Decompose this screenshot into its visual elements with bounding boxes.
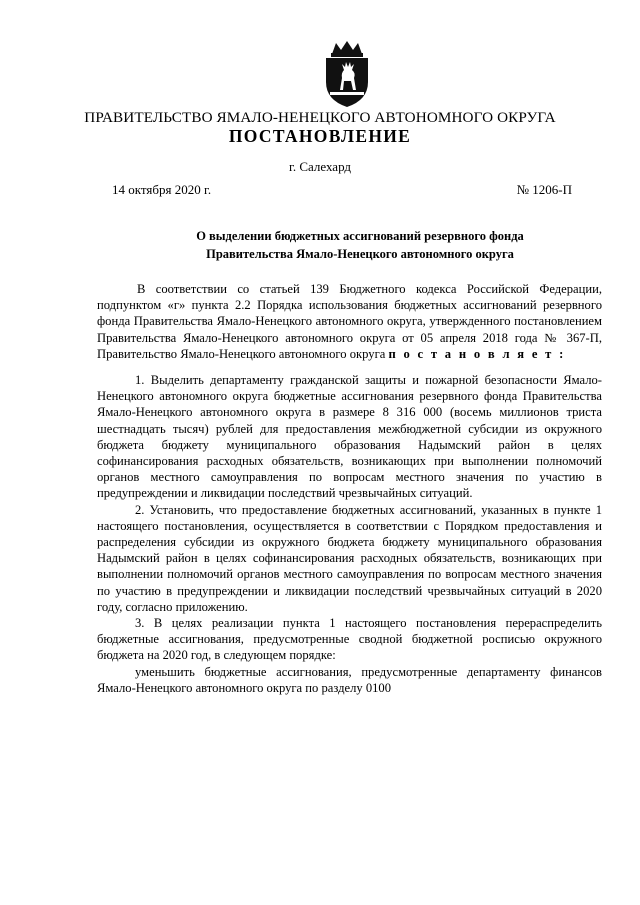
title-line-1: О выделении бюджетных ассигнований резервного фонда — [196, 229, 524, 243]
item-3-paragraph: 3. В целях реализации пункта 1 настоящего постановления перераспределить бюджетные ассигнования, предусмотренные сводной бюджетной росписью окружного бюджета на 2020 год, в следующем порядке: — [97, 616, 602, 663]
document-title — [80, 227, 640, 263]
title-line-2: Правительства Ямало-Ненецкого автономного округа — [206, 247, 514, 261]
resolves-word: п о с т а н о в л я е т : — [388, 346, 566, 361]
document-number: № 1206-П — [516, 182, 572, 197]
preamble-text: В соответствии со статьей 139 Бюджетного кодекса Российской Федерации, подпунктом «г» пункта 2.2 Порядка использования бюджетных ассигнований резервного фонда Правительства Ямало-Ненецкого автономного округа, утвержденного постановлением Правительства Ямало-Ненецкого автономного округа от 05 апреля 2018 года № 367-П, Правительство Ямало-Ненецкого автономного округа — [97, 282, 602, 361]
item-2-paragraph: 2. Установить, что предоставление бюджетных ассигнований, указанных в пункте 1 настоящего постановления, осуществляется в соответствии с Порядком предоставления и распределения субсидии из окружного бюджета бюджету муниципального образования Надымский район в целях софинансирования расходных обязательств, возникающих при выполнении полномочий органов местного самоуправления по вопросам местного значения по участию в предупреждении и ликвидации последствий чрезвычайных ситуаций в 2020 году, согласно приложению. — [97, 502, 602, 614]
document-date: 14 октября 2020 г. — [112, 182, 212, 197]
coat-of-arms-emblem — [318, 40, 376, 108]
item-1-paragraph: 1. Выделить департаменту гражданской защиты и пожарной безопасности Ямало-Ненецкого автономного округа бюджетные ассигнования резервного фонда Правительства Ямало-Ненецкого автономного округа в размере 8 316 000 (восемь миллионов триста шестнадцать тысяч) рублей для предоставления межбюджетной субсидии из окружного бюджета бюджету муниципального образования Надымский район в целях софинансирования расходных обязательств, возникающих при выполнении полномочий органов местного самоуправления по вопросам местного значения по участию в предупреждении и ликвидации последствий чрезвычайных ситуаций. — [97, 373, 602, 501]
document-type: ПОСТАНОВЛЕНИЕ — [228, 126, 412, 146]
city: г. Салехард — [288, 159, 352, 174]
government-name: ПРАВИТЕЛЬСТВО ЯМАЛО-НЕНЕЦКОГО АВТОНОМНОГО ОКРУГА — [84, 109, 556, 126]
item-3-subparagraph: уменьшить бюджетные ассигнования, предусмотренные департаменту финансов Ямало-Ненецкого автономного округа по разделу 0100 — [97, 664, 602, 695]
preamble-paragraph — [97, 281, 602, 362]
document-body — [97, 281, 602, 696]
